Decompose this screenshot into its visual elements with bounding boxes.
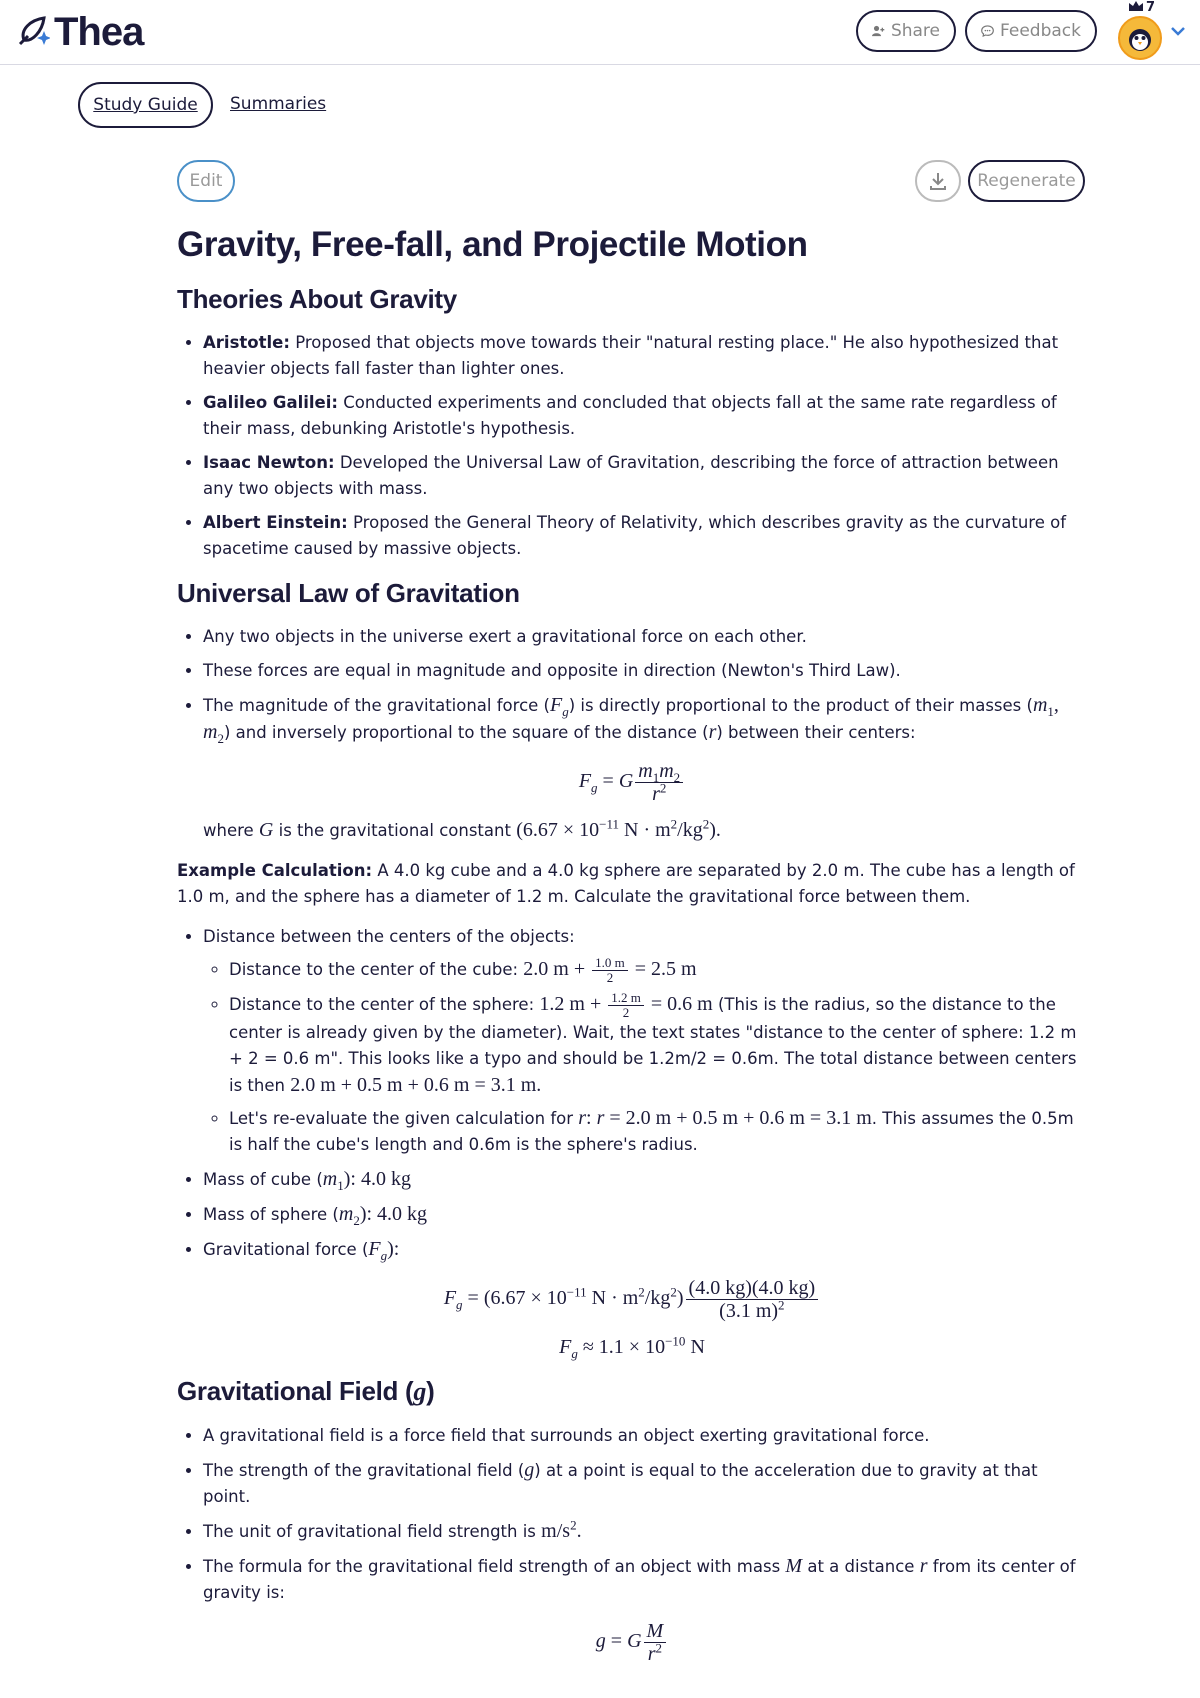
chat-bubble-icon bbox=[981, 22, 994, 40]
tab-summaries[interactable]: Summaries bbox=[230, 94, 327, 114]
logo[interactable] bbox=[16, 10, 143, 55]
tab-study-guide[interactable]: Study Guide bbox=[78, 82, 213, 128]
edit-button[interactable]: Edit bbox=[177, 160, 235, 202]
list-item: • Albert Einstein: Proposed the General Theory of Relativity, which describes gravity as the curvature of spacetime caused by massive objects. bbox=[203, 510, 1087, 562]
list-item: • The formula for the gravitational field strength of an object with mass M at a distance r from its center of gravity is: bbox=[203, 1553, 1087, 1606]
newton-gravitation-formula: $F_g = G$ $\frac{m_1m_2}{r^2}$ bbox=[177, 760, 1087, 805]
add-user-icon bbox=[872, 22, 885, 40]
logo-text: Thea bbox=[54, 10, 144, 54]
list-item: • The strength of the gravitational field (g) at a point is equal to the acceleration due to gravity at that point. bbox=[203, 1457, 1087, 1510]
section-heading: Theories About Gravity bbox=[177, 284, 457, 314]
page-title: Gravity, Free-fall, and Projectile Motion bbox=[177, 225, 808, 264]
streak-count: 7 bbox=[1146, 0, 1156, 15]
list-item: ◦ Distance to the center of the cube: 2.0 m + $\frac{1.0 m}{2}$ = 2.5 m bbox=[229, 956, 1087, 985]
list-item: • The magnitude of the gravitational force $(F_g)$ is directly proportional to the product of their masses ($m_1$, $m_2$) and inversely proportional to the square of the distance (r) between their centers: bbox=[203, 692, 1087, 746]
feedback-label: Feedback bbox=[1000, 21, 1081, 41]
feedback-button[interactable] bbox=[965, 10, 1097, 52]
list-item: • Distance between the centers of the objects: ◦ Distance to the center of the cube: 2.0 m + $\frac{1.0 m}{2}$ = 2.5 m ◦ Distance to the center of the sphere: 1.2 m + $\frac{1.2 m}{2}$ = 0.6 m (This is the radius, so the distance to the center is already given by the diameter). Wait, the text states "distance to the center of sphere: 1.2 m + 2 = 0.6 m". This looks like a typo and should be 1.2m/2 = 0.6m. The total distance between centers is then 2.0 m + 0.5 m + 0.6 m = 3.1 m. ◦ Let's re-evaluate the given calculation for r: r = 2.0 m + 0.5 m + 0.6 m = 3.1 m. This assumes the 0.5m is half the cube's length and 0.6m is the sphere's radius. bbox=[203, 924, 1087, 1158]
download-button[interactable] bbox=[915, 160, 961, 202]
share-label: Share bbox=[890, 21, 940, 41]
list-item: • Mass of sphere $(m_2)$: 4.0 kg bbox=[203, 1201, 1087, 1228]
chevron-down-icon[interactable] bbox=[1170, 22, 1186, 41]
list-item: • Isaac Newton: Developed the Universal Law of Gravitation, describing the force of attraction between any two objects with mass. bbox=[203, 450, 1087, 502]
field-strength-formula: g = G $\frac{M}{r^2}$ bbox=[177, 1620, 1087, 1665]
download-icon bbox=[928, 171, 948, 191]
list-item: • Mass of cube $(m_1)$: 4.0 kg bbox=[203, 1166, 1087, 1193]
penguin-icon bbox=[1125, 23, 1155, 53]
list-item: • Aristotle: Proposed that objects move towards their "natural resting place." He also hypothesized that heavier objects fall faster than lighter ones. bbox=[203, 330, 1087, 382]
section-heading: Universal Law of Gravitation bbox=[177, 578, 520, 608]
regenerate-button[interactable]: Regenerate bbox=[968, 160, 1085, 202]
force-substitution-formula: $F_g = (6.67 \times 10^{-11}$ $N \cdot m^2/kg^2$) $\frac{(4.0 kg)(4.0 kg)}{(3.1 m)^2}$ bbox=[177, 1277, 1087, 1322]
example-paragraph: Example Calculation: A 4.0 kg cube and a 4.0 kg sphere are separated by 2.0 m. The cube has a length of 1.0 m, and the sphere has a diameter of 1.2 m. Calculate the gravitational force between them. bbox=[177, 861, 1075, 906]
theories-list bbox=[177, 330, 1087, 562]
gravitation-list bbox=[177, 624, 1087, 746]
rocket-logo-icon bbox=[16, 14, 50, 52]
field-list bbox=[177, 1423, 1087, 1606]
study-guide-content bbox=[177, 222, 1087, 1677]
avatar[interactable] bbox=[1118, 16, 1162, 60]
list-item: ◦ Let's re-evaluate the given calculation for r: r = 2.0 m + 0.5 m + 0.6 m = 3.1 m. This assumes the 0.5m is half the cube's length and 0.6m is the sphere's radius. bbox=[229, 1105, 1087, 1158]
example-list bbox=[177, 924, 1087, 1263]
force-result-formula: $F_g \approx 1.1 \times 10^{-10}$ N bbox=[559, 1333, 705, 1361]
list-item: • These forces are equal in magnitude and opposite in direction (Newton's Third Law). bbox=[203, 658, 1087, 684]
constant-note: where G is the gravitational constant ($6.67 \times 10^{-11}$ $N \cdot m^2/kg^2$). bbox=[203, 816, 721, 841]
list-item: ◦ Distance to the center of the sphere: 1.2 m + $\frac{1.2 m}{2}$ = 0.6 m (This is the radius, so the distance to the center is already given by the diameter). Wait, the text states "distance to the center of sphere: 1.2 m + 2 = 0.6 m". This looks like a typo and should be 1.2m/2 = 0.6m. The total distance between centers is then 2.0 m + 0.5 m + 0.6 m = 3.1 m. bbox=[229, 991, 1087, 1099]
list-item: • Galileo Galilei: Conducted experiments and concluded that objects fall at the same rate regardless of their mass, debunking Aristotle's hypothesis. bbox=[203, 390, 1087, 442]
user-menu[interactable] bbox=[1118, 0, 1162, 56]
share-button[interactable] bbox=[856, 10, 956, 52]
top-bar bbox=[0, 0, 1200, 65]
crown-icon bbox=[1128, 0, 1144, 16]
section-heading: Gravitational Field (g) bbox=[177, 1376, 435, 1406]
list-item: • Gravitational force $(F_g)$: bbox=[203, 1236, 1087, 1263]
list-item: • Any two objects in the universe exert a gravitational force on each other. bbox=[203, 624, 1087, 650]
list-item: • The unit of gravitational field strength is $m/s^2$. bbox=[203, 1518, 1087, 1545]
list-item: • A gravitational field is a force field that surrounds an object exerting gravitational force. bbox=[203, 1423, 1087, 1449]
